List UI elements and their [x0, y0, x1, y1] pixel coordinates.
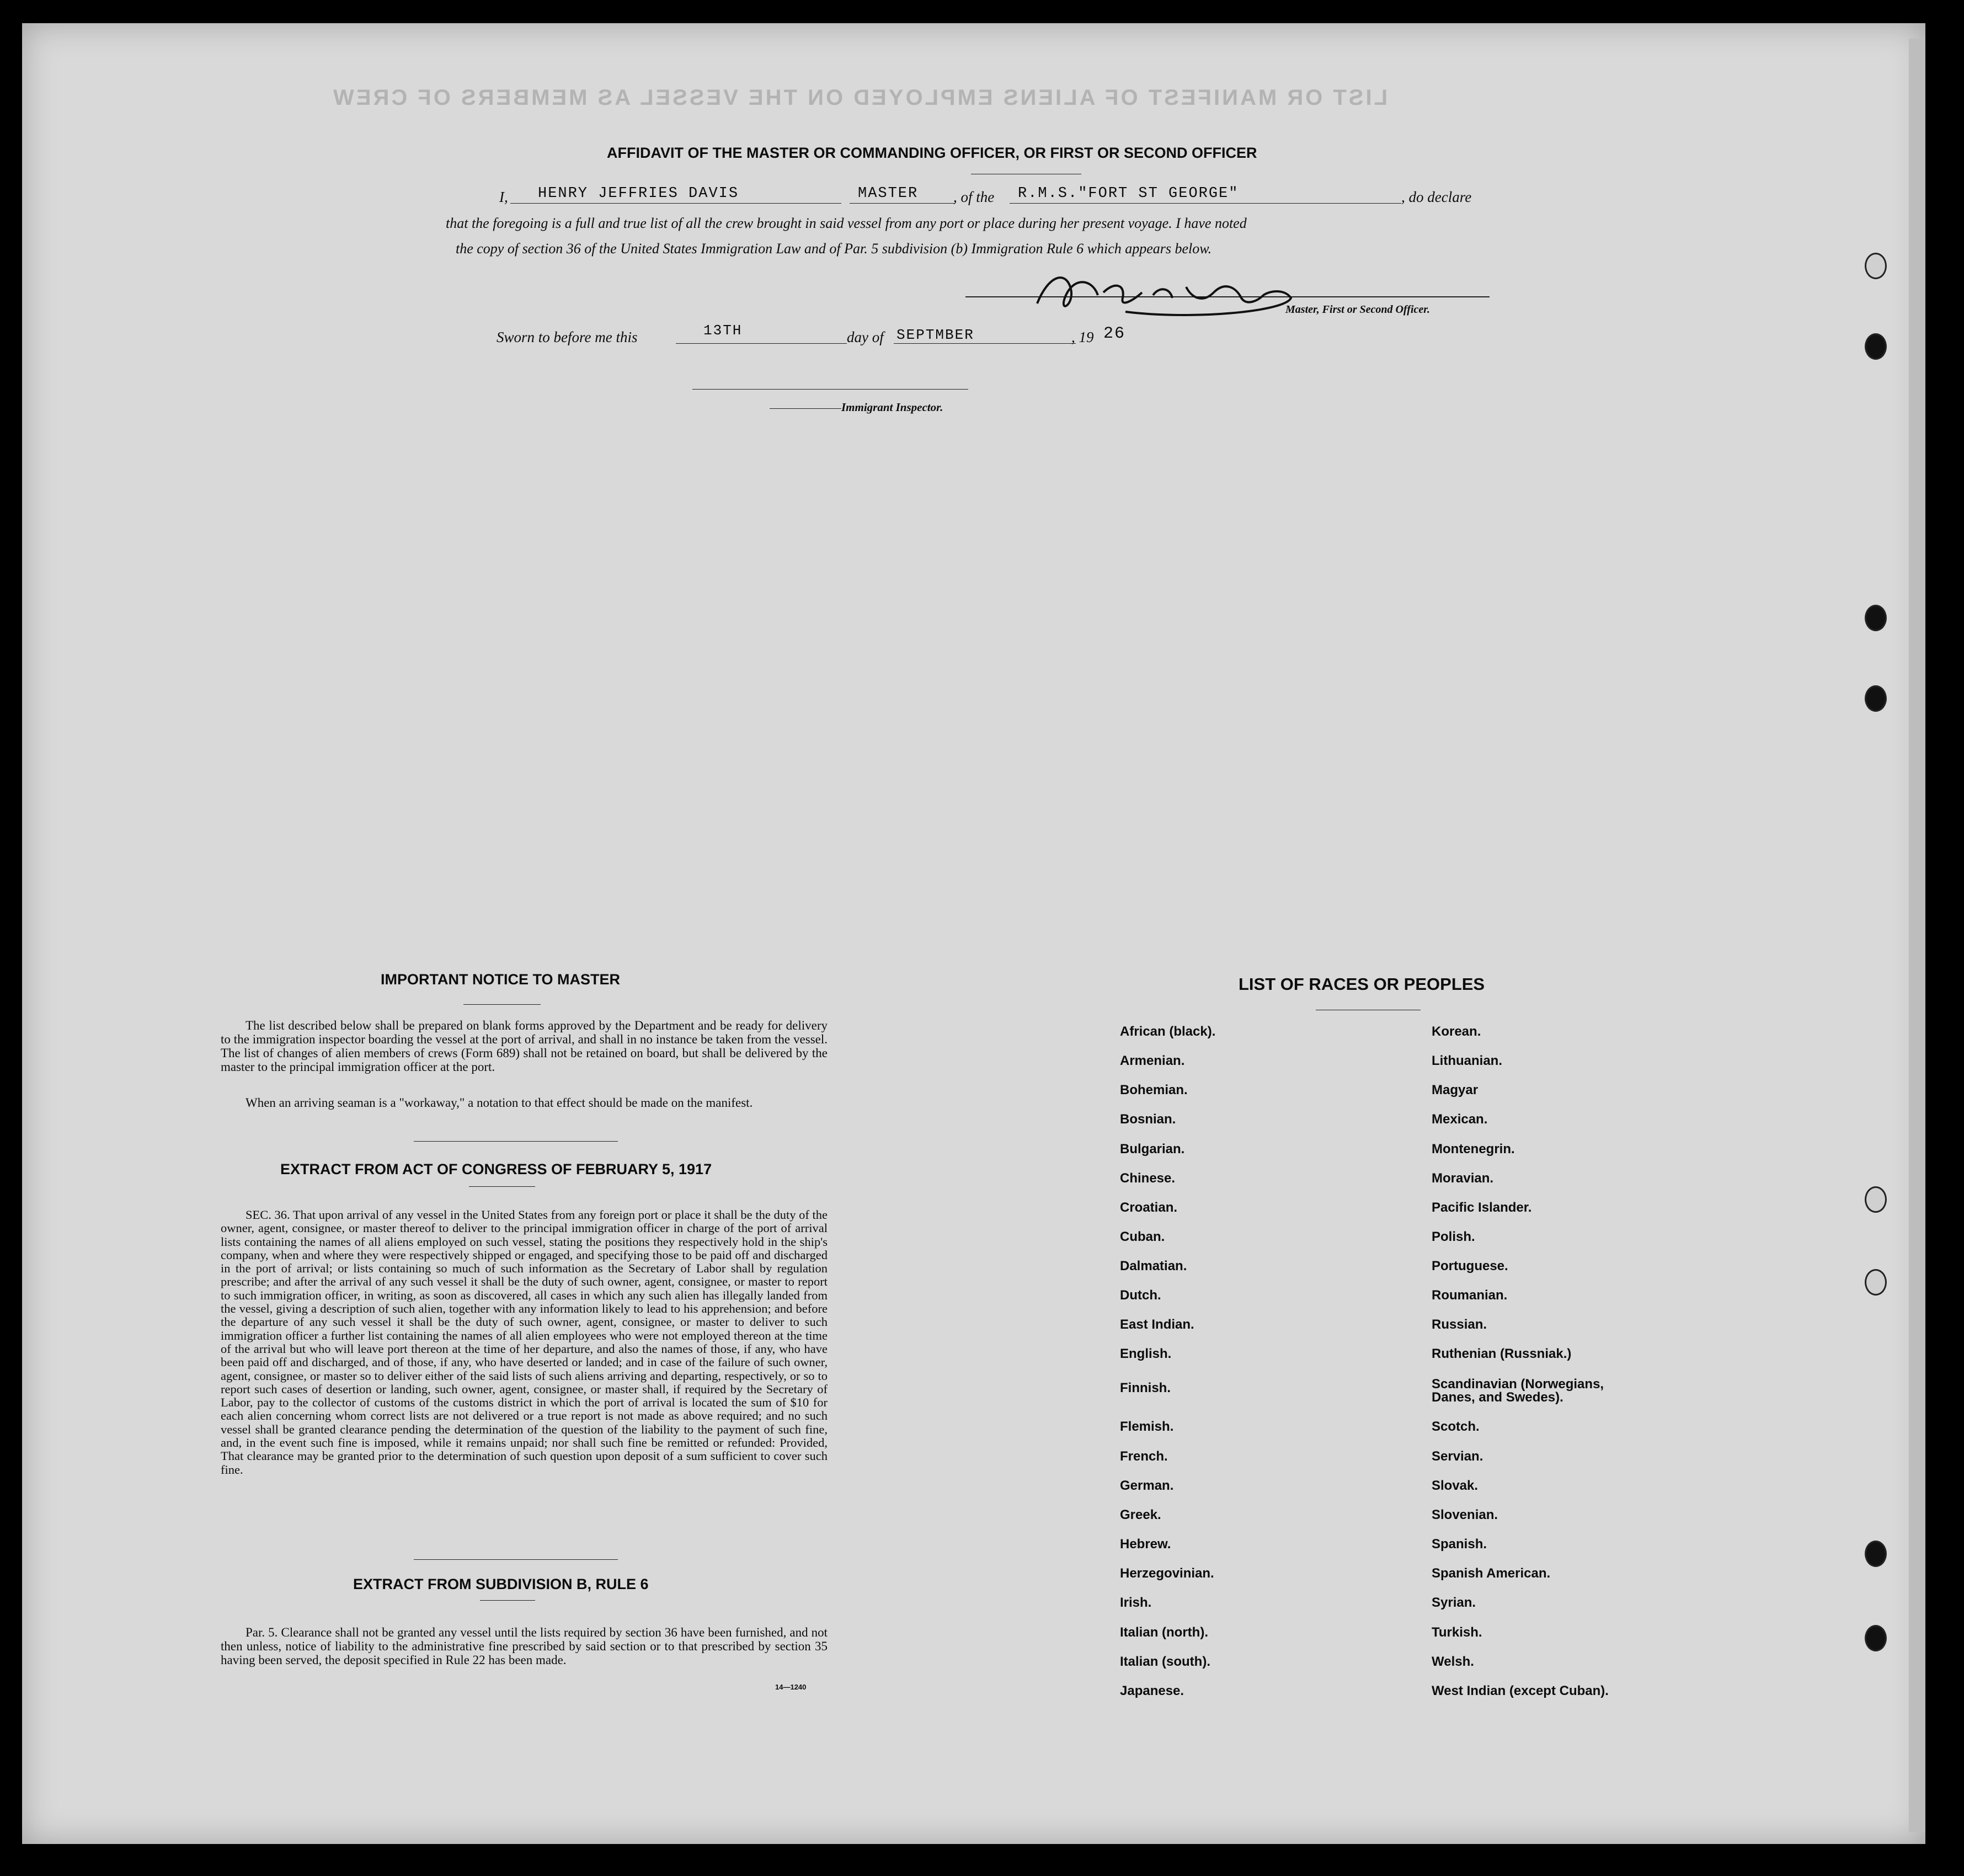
punch-hole: [1865, 253, 1887, 279]
punch-hole: [1865, 685, 1887, 712]
race-item: Scandinavian (Norwegians, Danes, and Swedes).: [1432, 1377, 1604, 1405]
race-item: Hebrew.: [1120, 1537, 1171, 1552]
race-item: Finnish.: [1120, 1381, 1171, 1395]
race-item: Korean.: [1432, 1024, 1481, 1039]
punch-hole: [1865, 1269, 1887, 1296]
bleed-through-header: LIST OR MANIFEST OF ALIENS EMPLOYED ON THE VESSEL AS MEMBERS OF CREW: [331, 86, 1388, 110]
inspector-line: [692, 389, 968, 390]
affidavit-line-3: the copy of section 36 of the United States Immigration Law and of Par. 5 subdivision (b) Immigration Rule 6 which appears below.: [456, 241, 1212, 257]
race-item: English.: [1120, 1346, 1172, 1361]
race-item: Pacific Islander.: [1432, 1200, 1532, 1215]
extract-rule-body: Par. 5. Clearance shall not be granted any vessel until the lists required by section 36 have been furnished, and not then unless, notice of liability to the administrative fine prescribed by said section or to that prescribed by section 35 having been served, the deposit specified in Rule 22 has been made.: [221, 1625, 828, 1667]
race-item: Polish.: [1432, 1229, 1475, 1244]
race-item: Roumanian.: [1432, 1288, 1508, 1303]
form-number: 14—1240: [775, 1683, 807, 1691]
race-item: French.: [1120, 1449, 1168, 1464]
punch-hole: [1865, 333, 1887, 360]
divider: [469, 1186, 535, 1187]
notice-title: IMPORTANT NOTICE TO MASTER: [381, 971, 620, 988]
race-item: Scotch.: [1432, 1419, 1480, 1434]
race-item: Portuguese.: [1432, 1259, 1508, 1273]
extract-act-title: EXTRACT FROM ACT OF CONGRESS OF FEBRUARY 5, 1917: [280, 1161, 712, 1177]
race-item: Ruthenian (Russniak.): [1432, 1346, 1572, 1361]
race-item: Bosnian.: [1120, 1112, 1176, 1127]
race-item: Croatian.: [1120, 1200, 1178, 1215]
day-of-label: day of: [847, 329, 884, 345]
races-title: LIST OF RACES OR PEOPLES: [1239, 974, 1485, 994]
punch-hole: [1865, 1186, 1887, 1213]
of-the-label: , of the: [953, 189, 995, 205]
race-item: Flemish.: [1120, 1419, 1174, 1434]
race-item: Moravian.: [1432, 1171, 1494, 1186]
page-edge: [1909, 39, 1925, 1832]
race-item: Italian (south).: [1120, 1654, 1210, 1669]
sworn-label: Sworn to before me this: [497, 329, 638, 345]
punch-hole: [1865, 605, 1887, 631]
race-item: Cuban.: [1120, 1229, 1165, 1244]
rank-underline: [850, 203, 954, 204]
race-item: Slovak.: [1432, 1478, 1479, 1493]
divider: [463, 1004, 541, 1005]
rank-field: MASTER: [858, 185, 919, 202]
race-item: Welsh.: [1432, 1654, 1474, 1669]
affidavit-i-label: I,: [499, 189, 508, 205]
race-item: Turkish.: [1432, 1625, 1482, 1640]
inspector-line-short: [770, 408, 841, 409]
race-item: Spanish.: [1432, 1537, 1487, 1552]
race-item: Dutch.: [1120, 1288, 1161, 1303]
race-item: Servian.: [1432, 1449, 1483, 1464]
year-prefix: , 19: [1071, 329, 1094, 345]
extract-rule-title: EXTRACT FROM SUBDIVISION B, RULE 6: [353, 1576, 649, 1592]
inspector-caption: Immigrant Inspector.: [841, 401, 943, 414]
name-underline: [510, 203, 841, 204]
declare-label: , do declare: [1401, 189, 1472, 205]
vessel-name-field: R.M.S."FORT ST GEORGE": [1018, 185, 1239, 202]
race-item: Syrian.: [1432, 1595, 1476, 1610]
master-name-field: HENRY JEFFRIES DAVIS: [538, 185, 739, 202]
extract-act-body: SEC. 36. That upon arrival of any vessel in the United States from any foreign port or place it shall be the duty of the owner, agent, consignee, or master thereof to deliver to the principal immigration officer in charge of the port of arrival lists containing the names of all aliens employed on such vessel, stating the positions they respectively hold in the ship's company, when and where they were respectively shipped or engaged, and specifying those to be paid off and discharged in the port of arrival; or lists containing so much of such information as the Secretary of Labor shall by regulation prescribe; and after the arrival of any such vessel it shall be the duty of such owner, agent, consignee, or master to report to such immigration officer, in writing, as soon as discovered, all cases in which any such alien has illegally landed from the vessel, giving a description of such alien, together with any information likely to lead to his apprehension; and before the departure of any such vessel it shall be the duty of such owner, agent, consignee, or master to deliver to such immigration officer a further list containing the names of all alien employees who were not employed thereon at the time of the arrival but who will leave port thereon at the time of her departure, and also the names of those, if any, who have been paid off and discharged, and of those, if any, who have deserted or landed; and in case of the failure of such owner, agent, consignee, or master so to deliver either of the said lists of such aliens arriving and departing, respectively, or so to report such cases of desertion or landing, such owner, agent, consignee, or master shall, if required by the Secretary of Labor, pay to the collector of customs of the customs district in which the port of arrival is located the sum of $10 for each alien concerning whom correct lists are not delivered or a true report is not made as above required; and no such vessel shall be granted clearance pending the determination of the question of the liability to the payment of such fine, and, in the event such fine is imposed, while it remains unpaid; nor shall such fine be remitted or refunded: Provided, That clearance may be granted prior to the determination of such question upon deposit of a sum sufficient to cover such fine.: [221, 1208, 828, 1477]
punch-hole: [1865, 1625, 1887, 1651]
notice-paragraph-1: The list described below shall be prepared on blank forms approved by the Department and be ready for delivery to the immigration inspector boarding the vessel at the port of arrival, and shall in no instance be taken from the vessel. The list of changes of alien members of crews (Form 689) shall not be retained on board, but shall be delivered by the master to the principal immigration officer at the port.: [221, 1019, 828, 1074]
race-item: Bulgarian.: [1120, 1142, 1185, 1156]
notice-paragraph-2: When an arriving seaman is a "workaway," a notation to that effect should be made on the manifest.: [245, 1096, 753, 1110]
race-item: Italian (north).: [1120, 1625, 1208, 1640]
race-item: Lithuanian.: [1432, 1053, 1502, 1068]
divider: [414, 1559, 618, 1560]
divider: [480, 1600, 535, 1601]
affidavit-line-2: that the foregoing is a full and true list of all the crew brought in said vessel from any port or place during her present voyage. I have noted: [446, 215, 1247, 231]
race-item: Dalmatian.: [1120, 1259, 1187, 1273]
year-field: 26: [1103, 324, 1126, 343]
race-item: East Indian.: [1120, 1317, 1194, 1332]
race-item: Bohemian.: [1120, 1083, 1188, 1097]
race-item: Slovenian.: [1432, 1507, 1498, 1522]
punch-hole: [1865, 1541, 1887, 1567]
race-item: Mexican.: [1432, 1112, 1488, 1127]
affidavit-title: AFFIDAVIT OF THE MASTER OR COMMANDING OFFICER, OR FIRST OR SECOND OFFICER: [607, 145, 1257, 161]
month-underline: [894, 343, 1076, 344]
divider: [414, 1141, 618, 1142]
race-item: West Indian (except Cuban).: [1432, 1683, 1609, 1698]
signature-caption: Master, First or Second Officer.: [1285, 303, 1430, 316]
race-item: Russian.: [1432, 1317, 1487, 1332]
signature-image: [1026, 265, 1319, 326]
race-item: Magyar: [1432, 1083, 1479, 1097]
day-underline: [676, 343, 847, 344]
race-item: Greek.: [1120, 1507, 1161, 1522]
vessel-underline: [1010, 203, 1401, 204]
race-item: Japanese.: [1120, 1683, 1184, 1698]
race-item: African (black).: [1120, 1024, 1216, 1039]
race-item: German.: [1120, 1478, 1174, 1493]
race-item: Spanish American.: [1432, 1566, 1551, 1581]
race-item: Armenian.: [1120, 1053, 1185, 1068]
race-item: Herzegovinian.: [1120, 1566, 1214, 1581]
sworn-day-field: 13TH: [703, 322, 743, 339]
race-item: Montenegrin.: [1432, 1142, 1515, 1156]
race-item: Chinese.: [1120, 1171, 1176, 1186]
sworn-month-field: SEPTMBER: [896, 327, 974, 343]
race-item: Irish.: [1120, 1595, 1152, 1610]
